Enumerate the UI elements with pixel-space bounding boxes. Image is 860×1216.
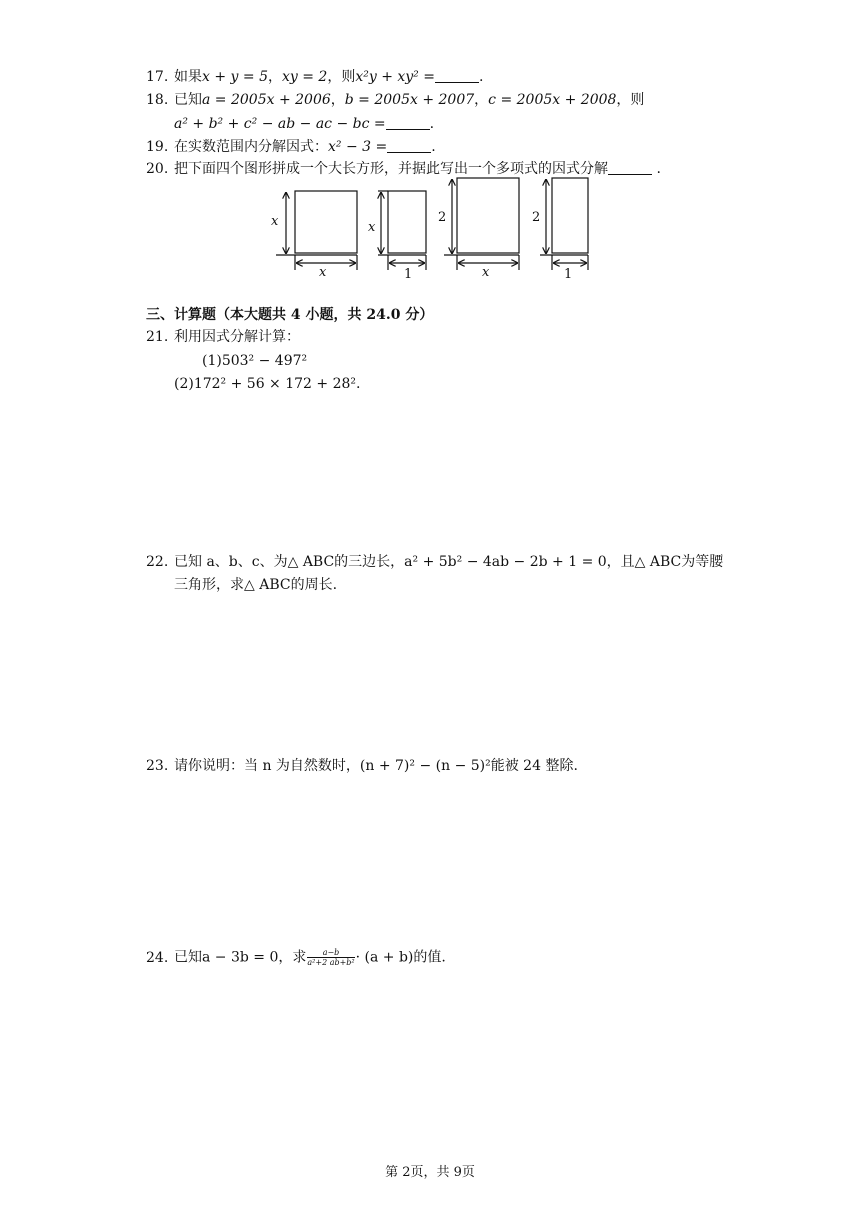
question-number: 20. (146, 161, 169, 177)
question-number: 17. (146, 69, 169, 85)
question-24 (146, 948, 446, 967)
label-1: 1 (404, 267, 413, 282)
question-17 (146, 68, 483, 86)
question-21-part1: (1)503² − 497² (202, 353, 308, 369)
answer-blank[interactable] (435, 68, 479, 83)
label-2: 2 (532, 210, 541, 225)
punctuation: . (431, 139, 436, 155)
math-expression: xy = 2 (281, 69, 328, 85)
question-22-line2: 三角形，求△ ABC的周长. (174, 577, 338, 593)
question-text: 利用因式分解计算： (174, 329, 300, 345)
question-21 (146, 328, 300, 346)
square-x-by-x (295, 191, 357, 253)
label-x: x (271, 214, 279, 229)
math-expression: a = 2005x + 2006 (202, 92, 331, 108)
question-text: 已知a − 3b = 0，求 (174, 949, 307, 966)
question-number: 23. (146, 758, 169, 774)
question-22 (146, 553, 723, 571)
question-text: 如果 (174, 69, 202, 85)
question-number: 18. (146, 92, 169, 108)
punctuation: . (478, 69, 484, 85)
math-expression: x + y = 5 (202, 69, 268, 85)
question-18-line2 (174, 115, 434, 133)
math-expression: b = 2005x + 2007 (344, 92, 475, 108)
question-text: 已知 (174, 92, 202, 108)
math-expression: c = 2005x + 2008 (488, 92, 617, 108)
separator: ， (267, 69, 282, 85)
answer-blank[interactable] (608, 160, 652, 175)
separator: ， (330, 92, 345, 108)
math-expression: a² + b² + c² − ab − ac − bc = (174, 116, 386, 132)
math-expression: x² − 3 = (328, 139, 388, 155)
separator: ， (474, 92, 489, 108)
rect-2-by-x (457, 178, 519, 253)
label-x: x (319, 265, 327, 280)
rect-x-by-1 (388, 191, 426, 253)
fraction-denominator: a²+2 ab+b² (307, 958, 355, 967)
math-expression: x²y + xy² = (355, 69, 435, 85)
punctuation: . (429, 116, 435, 132)
question-19 (146, 138, 436, 156)
question-text: 把下面四个图形拼成一个大长方形，并据此写出一个多项式的因式分解 (174, 161, 608, 177)
punctuation: . (652, 161, 661, 177)
rect-2-by-1 (552, 178, 588, 253)
rectangles-figure (0, 175, 860, 285)
question-number: 21. (146, 329, 169, 345)
fraction-numerator: a−b (307, 948, 354, 958)
question-number: 19. (146, 139, 169, 155)
fraction (307, 948, 354, 967)
question-text: 已知 a、b、c、为△ ABC的三边长，a² + 5b² − 4ab − 2b + 1 = 0，且△ ABC为等腰 (174, 554, 724, 570)
label-x: x (482, 265, 490, 280)
label-x: x (368, 220, 376, 235)
question-text: · (a + b)的值. (355, 949, 446, 966)
question-text: ，则 (327, 69, 356, 85)
question-number: 24. (146, 949, 169, 966)
question-text: 在实数范围内分解因式： (174, 139, 328, 155)
question-number: 22. (146, 554, 169, 570)
question-23 (146, 757, 578, 775)
answer-blank[interactable] (387, 138, 431, 153)
section-title: 三、计算题（本大题共 4 小题，共 24.0 分） (146, 307, 434, 323)
question-18 (146, 91, 644, 109)
label-2: 2 (438, 210, 447, 225)
question-text: ，则 (616, 92, 645, 108)
page-footer: 第 2页，共 9页 (385, 1165, 475, 1180)
answer-blank[interactable] (386, 115, 430, 130)
label-1: 1 (564, 267, 573, 282)
question-21-part2: (2)172² + 56 × 172 + 28². (174, 376, 361, 392)
question-text: 请你说明：当 n 为自然数时，(n + 7)² − (n − 5)²能被 24 整除. (174, 758, 578, 774)
